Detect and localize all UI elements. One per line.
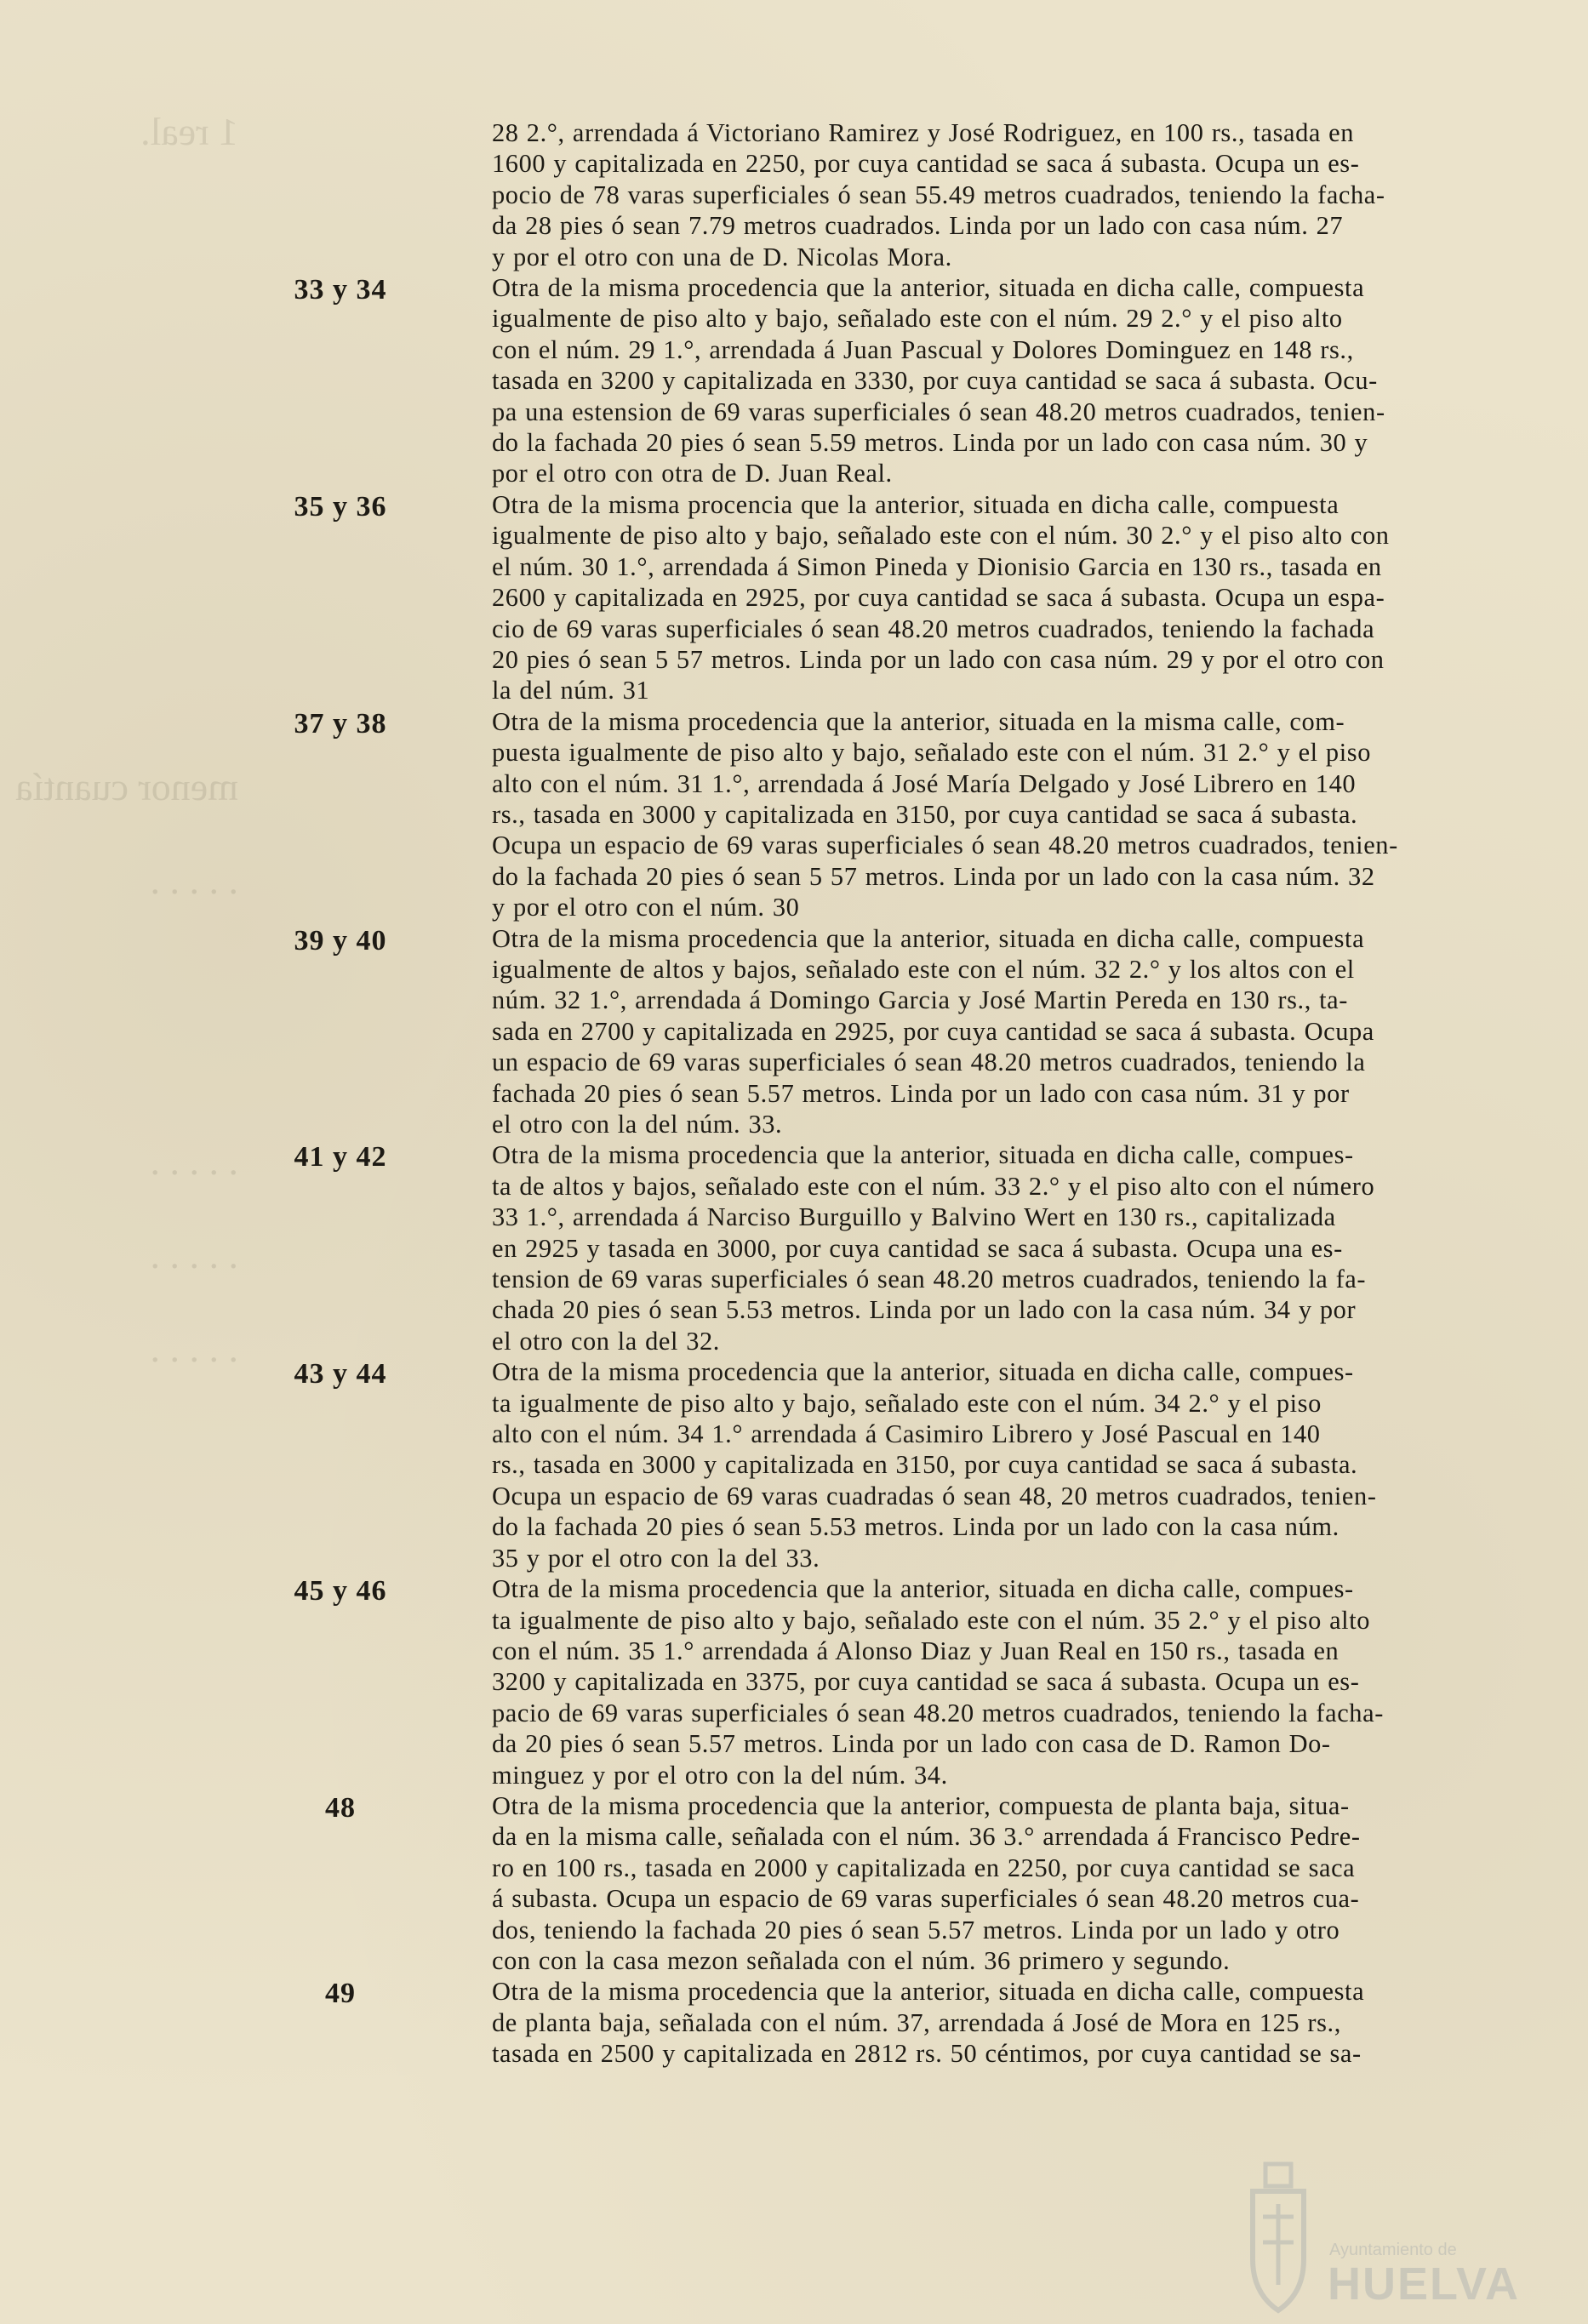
- entry-text: Otra de la misma procedencia que la anterior, situada en dicha calle, compuesta igualmente de piso alto y bajo, señalado este con el núm. 29 2.° y el piso alto con el núm. 29 1.°, arrendada á Juan Pascual y Dolores Dominguez en 148 rs., tasada en 3200 y capitalizada en 3330, por cuya cantidad se saca á subasta. Ocu- pa una estension de 69 varas superficiales ó sean 48.20 metros cuadrados, tenien- do la fachada 20 pies ó sean 5.59 metros. Linda por un lado con casa núm. 30 y por el otro con otra de D. Juan Real.: [492, 273, 1385, 488]
- entry-number: 45 y 46: [294, 1575, 387, 1607]
- entry-number: 48: [325, 1791, 356, 1824]
- entry-text: 28 2.°, arrendada á Victoriano Ramirez y José Rodriguez, en 100 rs., tasada en 1600 y capitalizada en 2250, por cuya cantidad se saca á subasta. Ocupa un es- pocio de 78 varas superficiales ó sean 55.49 metros cuadrados, teniendo la facha- da 28 pies ó sean 7.79 metros cuadrados. Linda por un lado con casa núm. 27 y por el otro con una de D. Nicolas Mora.: [492, 118, 1385, 271]
- entry-text: Otra de la misma procedencia que la anterior, situada en dicha calle, compuesta de planta baja, señalada con el núm. 37, arrendada á José de Mora en 125 rs., tasada en 2500 y capitalizada en 2812 rs. 50 céntimos, por cuya cantidad se sa-: [492, 1977, 1365, 2069]
- entry-text: Otra de la misma procedencia que la anterior, situada en dicha calle, compuesta igualmente de altos y bajos, señalado este con el núm. 32 2.° y los altos con el núm. 32 1.°, arrendada á Domingo Garcia y José Martin Pereda en 130 rs., ta- sada en 2700 y capitalizada en 2925, por cuya cantidad se saca á subasta. Ocupa un espacio de 69 varas superficiales ó sean 48.20 metros cuadrados, teniendo la fachada 20 pies ó sean 5.57 metros. Linda por un lado con casa núm. 31 y por el otro con la del núm. 33.: [492, 923, 1374, 1139]
- entry-39-40: [0, 923, 1588, 1140]
- entries-list: [0, 117, 1588, 2070]
- entry-number: 41 y 42: [294, 1141, 387, 1173]
- entry-number: 37 y 38: [294, 707, 387, 739]
- entry-text: Otra de la misma procedencia que la anterior, situada en dicha calle, compues- ta igualmente de piso alto y bajo, señalado este con el núm. 34 2.° y el piso alto con el núm. 34 1.° arrendada á Casimiro Librero y José Pascual en 140 rs., tasada en 3000 y capitalizada en 3150, por cuya cantidad se saca á subasta. Ocupa un espacio de 69 varas cuadradas ó sean 48, 20 metros cuadrados, tenien- do la fachada 20 pies ó sean 5.53 metros. Linda por un lado con la casa núm. 35 y por el otro con la del 33.: [492, 1357, 1377, 1573]
- entry-number: 39 y 40: [294, 924, 387, 956]
- entry-number: 33 y 34: [294, 274, 387, 306]
- entry-text: Otra de la misma procencia que la anterior, situada en dicha calle, compuesta igualmente de piso alto y bajo, señalado este con el núm. 30 2.° y el piso alto con el núm. 30 1.°, arrendada á Simon Pineda y Dionisio Garcia en 130 rs., tasada en 2600 y capitalizada en 2925, por cuya cantidad se saca á subasta. Ocupa un espa- cio de 69 varas superficiales ó sean 48.20 metros cuadrados, teniendo la fachada 20 pies ó sean 5 57 metros. Linda por un lado con casa núm. 29 y por el otro con la del núm. 31: [492, 489, 1390, 705]
- entry-41-42: [0, 1139, 1588, 1356]
- entry-45-46: [0, 1573, 1588, 1790]
- watermark-title: HUELVA: [1328, 2258, 1520, 2310]
- bleed-through-text: 1 real. menor cuantía . . . . . . . . . . . . . . . . . . . .: [15, 110, 238, 1370]
- entry-49: [0, 1976, 1588, 2069]
- entry-text: Otra de la misma procedencia que la anterior, situada en dicha calle, compues- ta de altos y bajos, señalado este con el núm. 33 2.° y el piso alto con el número 33 1.°, arrendada á Narciso Burguillo y Balvino Wert en 130 rs., capitalizada en 2925 y tasada en 3000, por cuya cantidad se saca á subasta. Ocupa una es- tension de 69 varas superficiales ó sean 48.20 metros cuadrados, teniendo la fa- chada 20 pies ó sean 5.53 metros. Linda por un lado con la casa núm. 34 y por el otro con la del 32.: [492, 1140, 1375, 1356]
- watermark-caption: Ayuntamiento de: [1329, 2241, 1457, 2259]
- entry-35-36: [0, 489, 1588, 706]
- entry-37-38: [0, 706, 1588, 923]
- entry-28: [0, 117, 1588, 272]
- entry-number: 43 y 44: [294, 1358, 387, 1390]
- entry-number: 35 y 36: [294, 490, 387, 522]
- entry-text: Otra de la misma procedencia que la anterior, situada en la misma calle, com- puesta igualmente de piso alto y bajo, señalado este con el núm. 31 2.° y el piso alto con el núm. 31 1.°, arrendada á José María Delgado y José Librero en 140 rs., tasada en 3000 y capitalizada en 3150, por cuya cantidad se saca á subasta. Ocupa un espacio de 69 varas superficiales ó sean 48.20 metros cuadrados, tenien- do la fachada 20 pies ó sean 5 57 metros. Linda por un lado con la casa núm. 32 y por el otro con el núm. 30: [492, 706, 1398, 922]
- crest-icon: [1236, 2157, 1321, 2319]
- entry-48: [0, 1790, 1588, 1976]
- entry-text: Otra de la misma procedencia que la anterior, compuesta de planta baja, situa- da en la misma calle, señalada con el núm. 36 3.° arrendada á Francisco Pedre- ro en 100 rs., tasada en 2000 y capitalizada en 2250, por cuya cantidad se saca á subasta. Ocupa un espacio de 69 varas superficiales ó sean 48.20 metros cua- dos, teniendo la fachada 20 pies ó sean 5.57 metros. Linda por un lado y otro con con la casa mezon señalada con el núm. 36 primero y segundo.: [492, 1790, 1361, 1975]
- entry-43-44: [0, 1356, 1588, 1573]
- entry-33-34: [0, 272, 1588, 489]
- ayuntamiento-huelva-watermark: [1236, 2157, 1525, 2319]
- entry-number: 49: [325, 1978, 356, 2010]
- entry-text: Otra de la misma procedencia que la anterior, situada en dicha calle, compues- ta igualmente de piso alto y bajo, señalado este con el núm. 35 2.° y el piso alto con el núm. 35 1.° arrendada á Alonso Diaz y Juan Real en 150 rs., tasada en 3200 y capitalizada en 3375, por cuya cantidad se saca á subasta. Ocupa un es- pacio de 69 varas superficiales ó sean 48.20 metros cuadrados, teniendo la facha- da 20 pies ó sean 5.57 metros. Linda por un lado con casa de D. Ramon Do- minguez y por el otro con la del núm. 34.: [492, 1574, 1384, 1790]
